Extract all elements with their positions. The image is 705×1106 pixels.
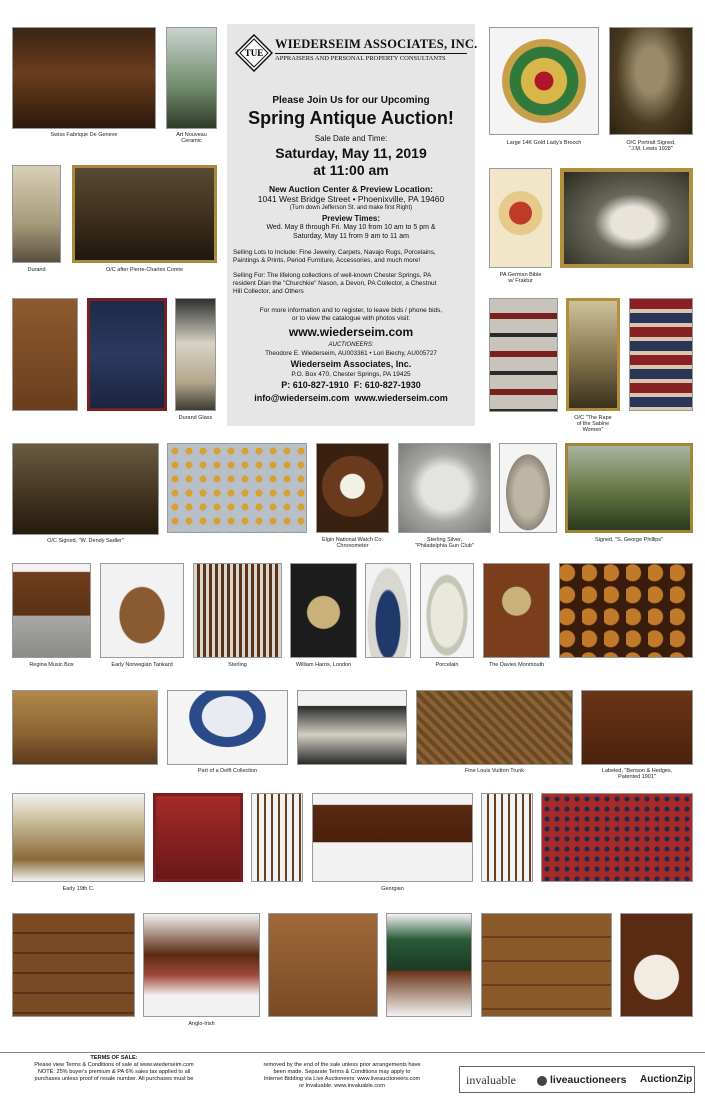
persian-rug-photo (541, 793, 693, 882)
durand-lamp-photo (175, 298, 216, 411)
company-name-2: Wiederseim Associates, Inc. (290, 359, 412, 369)
caption: Large 14K Gold Lady's Brooch (506, 140, 582, 146)
caption: Early 19th C. (62, 886, 95, 892)
phillips-landscape-fill (568, 446, 690, 530)
navajo-rug-photo (489, 298, 558, 412)
lots-line-1: Selling Lots to Include: Fine Jewelry, Carpets, Navajo Rugs, Porcelains, (233, 249, 436, 256)
invitation-line: Please Join Us for our Upcoming (272, 95, 430, 106)
selling-for-3: Hill Collector, and Others (233, 288, 304, 295)
liveauctioneers-logo[interactable]: liveauctioneers (550, 1074, 627, 1086)
louis-vuitton-trunk-photo (416, 690, 573, 765)
phone[interactable]: P: 610-827-1910 (281, 380, 349, 390)
liveauctioneers-dot-icon (537, 1076, 547, 1086)
website-link-2[interactable]: www.wiederseim.com (354, 393, 448, 403)
comte-painting-photo (72, 165, 217, 263)
caption: Durand (27, 267, 46, 273)
portrait-photo (609, 27, 693, 135)
clock-face-photo (620, 913, 693, 1017)
caption: Labeled, "Benson & Hedges, (601, 768, 673, 774)
auctioneers-label: AUCTIONEERS: (328, 342, 374, 348)
caption: "Philadelphia Gun Club" (415, 543, 474, 549)
fax: F: 610-827-1930 (353, 380, 421, 390)
side-chairs-photo (143, 913, 260, 1017)
sale-time: at 11:00 am (313, 162, 389, 178)
windsor-chair-photo (251, 793, 303, 882)
chronometer-photo (316, 443, 389, 533)
sterling-flatware-photo (193, 563, 282, 658)
caption: Georgian (381, 886, 404, 892)
caption: O/C Portrait Signed, (626, 140, 676, 146)
durand-vase-photo (12, 165, 61, 263)
caption: Women" (582, 427, 604, 433)
caption: O/C after Pierre-Charles Comte (105, 267, 184, 273)
caption: Elgin National Watch Co. (322, 537, 383, 543)
caption: Part of a Delft Collection (197, 768, 258, 774)
caption: Sterling Silver, (426, 537, 463, 543)
svg-text:TUE: TUE (244, 48, 264, 58)
company-logo-icon (235, 34, 273, 72)
caption: O/C "The Rape (574, 415, 612, 421)
caption: PA German Bible (499, 272, 542, 278)
porcelain-vase-photo (420, 563, 474, 658)
caption: "J.M. Lewis 1928" (629, 146, 673, 152)
caption: William Harris, London (295, 662, 352, 668)
quilt-photo (167, 443, 307, 533)
sale-date: Saturday, May 11, 2019 (275, 145, 427, 161)
delft-bowl-photo (167, 690, 288, 765)
campaign-chest-photo (581, 690, 693, 765)
auction-title: Spring Antique Auction! (248, 108, 454, 128)
po-box: P.O. Box 470, Chester Springs, PA 19425 (291, 371, 411, 378)
terms-line-5: been made. Separate Terms & Conditions may apply to (273, 1069, 411, 1075)
terms-line-6: Internet Bidding via Live Auctioneers: www.liveauctioneers.com (263, 1076, 421, 1082)
caption: Porcelain (435, 662, 459, 668)
preview-line-2: Saturday, May 11 from 9 am to 11 am (293, 233, 409, 240)
silver-tray-photo (398, 443, 491, 533)
windsor-armchair-photo (481, 793, 533, 882)
caption: Anglo-Irish (188, 1021, 215, 1027)
auction-announcement-panel (227, 24, 478, 426)
caption: Regina Music Box (29, 662, 74, 668)
caption: O/C Signed, "W. Dendy Sadler" (47, 538, 124, 544)
terms-label: TERMS OF SALE: (90, 1055, 138, 1061)
caption: Swiss Fabrique De Geneve (50, 132, 118, 138)
selling-for-2: resident Dian the "Churchkie" Nason, a Devon, PA Collector, a Chestnut (233, 280, 437, 287)
sadler-painting-photo (12, 443, 159, 535)
info-line-1: For more information and to register, to leave bids / phone bids, (259, 307, 443, 314)
cat-painting-photo (560, 168, 693, 268)
stoneware-jug-photo (499, 443, 557, 533)
slant-front-desk-photo (268, 913, 378, 1017)
address: 1041 West Bridge Street • Phoenixville, PA 19460 (257, 194, 445, 204)
website-link[interactable]: www.wiederseim.com (288, 325, 414, 339)
auctioneers: Theodore E. Wiederseim, AU003361 • Lori Biechy, AU005727 (265, 350, 437, 357)
tall-clock-photo (483, 563, 550, 658)
terms-line-2: NOTE: 25% buyer's premium & PA 6% sales tax applied to all (37, 1069, 191, 1075)
ceramic-vase-photo (166, 27, 217, 129)
contact-line (227, 393, 475, 403)
lots-line-2: Paintings & Prints, Period Furniture, Accessories, and much more! (233, 257, 421, 264)
music-box-photo (12, 27, 156, 129)
caption: Chronometer (336, 543, 369, 549)
partner-logos (459, 1066, 695, 1093)
auctionzip-logo[interactable]: AuctionZip (640, 1074, 693, 1085)
terms-line-7: or Invaluable: www.invaluable.com (299, 1083, 385, 1089)
runner-rug-photo (629, 298, 693, 411)
terms-line-3: purchases unless proof of resale number. All purchases must be (34, 1076, 194, 1082)
company-name: WIEDERSEIM ASSOCIATES, INC. (275, 37, 478, 51)
caption: Early Norwegian Tankard (111, 662, 173, 668)
location-label: New Auction Center & Preview Location: (268, 184, 434, 194)
preview-label: Preview Times: (321, 214, 381, 223)
oriental-rug-photo (153, 793, 243, 882)
info-line-2: or to view the catalogue with photos visit: (291, 315, 411, 322)
chest-of-drawers-photo (12, 913, 135, 1017)
caption: Patented 1901" (618, 774, 656, 780)
caption: Ceramic (181, 138, 202, 144)
brooch-photo (489, 27, 599, 135)
caption: Fine Louis Vuitton Trunk (464, 768, 525, 774)
caption: w/ Fraktur (508, 278, 533, 284)
caption: Art Nouveau (176, 132, 207, 138)
caption: The Davies Monmouth (488, 662, 545, 668)
rug-photo (87, 298, 167, 411)
regina-music-box-photo (12, 563, 91, 658)
tankard-photo (100, 563, 184, 658)
phone-fax (227, 380, 475, 390)
dower-chest-photo (12, 690, 158, 765)
marble-clock-set-photo (297, 690, 407, 765)
email-link[interactable]: info@wiederseim.com (254, 393, 350, 403)
fraktur-photo (489, 168, 552, 268)
address-note: (Turn down Jefferson St. and make first Right) (289, 205, 413, 211)
invaluable-logo[interactable]: invaluable (466, 1073, 516, 1087)
caption: Signed, "S. George Phillips" (594, 537, 664, 543)
terms-line-1: Please view Terms & Conditions of sale at www.wiederseim.com (34, 1062, 194, 1068)
bracket-clock-photo (290, 563, 357, 658)
sideboard-photo (312, 793, 473, 882)
card-table-photo (386, 913, 472, 1017)
highboy-photo (12, 298, 78, 411)
company-subtitle: APPRAISERS AND PERSONAL PROPERTY CONSULTANTS (275, 55, 446, 62)
caption: of the Sabine (576, 421, 610, 427)
porcelain-lamp-photo (365, 563, 411, 658)
preview-line-1: Wed. May 8 through Fri. May 10 from 10 am to 5 pm & (266, 224, 436, 231)
bureau-chest-photo (481, 913, 612, 1017)
tortoiseshell-box-photo (559, 563, 693, 658)
selling-for-1: Selling For: The lifelong collections of well-known Chester Springs, PA (233, 272, 432, 279)
sabine-painting-photo (566, 298, 620, 411)
armchairs-photo (12, 793, 145, 882)
caption: Durand Glass (178, 415, 213, 421)
caption: Sterling (228, 662, 247, 668)
terms-line-4: removed by the end of the sale unless prior arrangements have (263, 1062, 421, 1068)
sale-label: Sale Date and Time: (314, 134, 388, 143)
